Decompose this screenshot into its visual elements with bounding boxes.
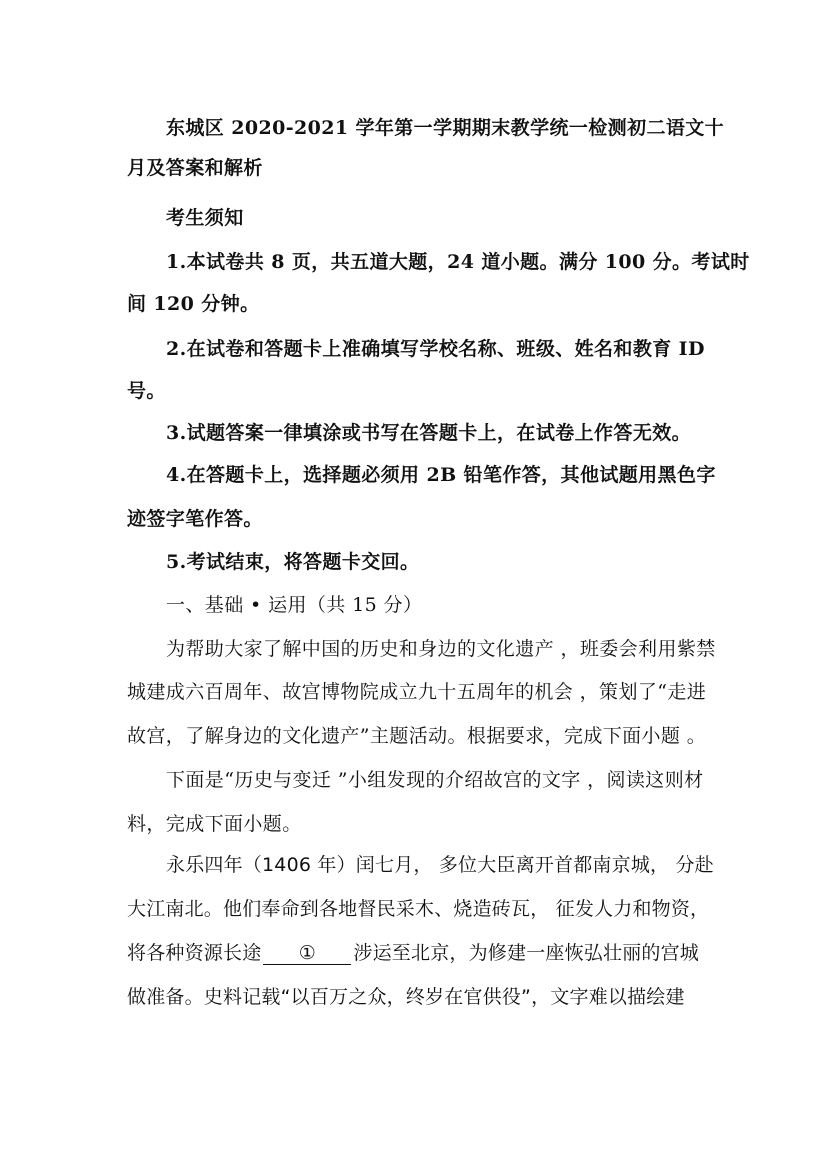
notice-heading: 考生须知 [166, 207, 244, 229]
notice-5: 5.考试结束，将答题卡交回。 [166, 551, 420, 573]
notice-1-line-1: 1.本试卷共 8 页，共五道大题，24 道小题。满分 100 分。考试时 [166, 251, 750, 273]
task-line-2: 料，完成下面小题。 [127, 813, 302, 835]
section-heading: 一、基础 • 运用（共 15 分） [166, 594, 423, 616]
notice-2-line-2: 号。 [127, 380, 166, 402]
passage-line-3-end: 涉运至北京，为修建一座恢弘壮丽的宫城 [353, 942, 700, 964]
passage-line-3 [127, 940, 699, 966]
intro-line-2: 城建成六百周年、故宫博物院成立九十五周年的机会 ，策划了“走进 [127, 681, 707, 703]
notice-1-line-2: 间 120 分钟。 [127, 293, 260, 315]
doc-title-line-1: 东城区 2020-2021 学年第一学期期末教学统一检测初二语文十 [166, 117, 725, 139]
notice-4-line-1: 4.在答题卡上，选择题必须用 2B 铅笔作答，其他试题用黑色字 [166, 464, 716, 486]
passage-line-4: 做准备。史料记载“以百万之众，终岁在官供役”，文字难以描绘建 [127, 986, 685, 1008]
task-line-1: 下面是“历史与变迁 ”小组发现的介绍故宫的文字 ，阅读这则材 [166, 769, 704, 791]
notice-3: 3.试题答案一律填涂或书写在答题卡上，在试卷上作答无效。 [166, 422, 692, 444]
passage-line-3-start: 将各种资源长途 [127, 942, 262, 964]
notice-4-line-2: 迹签字笔作答。 [127, 508, 263, 530]
intro-line-3: 故宫，了解身边的文化遗产”主题活动。根据要求，完成下面小题 。 [127, 725, 707, 747]
passage-line-1: 永乐四年（1406 年）闰七月， 多位大臣离开首都南京城， 分赴 [166, 854, 714, 876]
intro-line-1: 为帮助大家了解中国的历史和身边的文化遗产 ，班委会利用紫禁 [166, 638, 716, 660]
doc-title-line-2: 月及答案和解析 [127, 157, 263, 179]
notice-2-line-1: 2.在试卷和答题卡上准确填写学校名称、班级、姓名和教育 ID [166, 338, 705, 360]
fill-in-blank-1: ① [263, 942, 351, 965]
passage-line-2: 大江南北。他们奉命到各地督民采木、烧造砖瓦， 征发人力和物资， [127, 898, 710, 920]
